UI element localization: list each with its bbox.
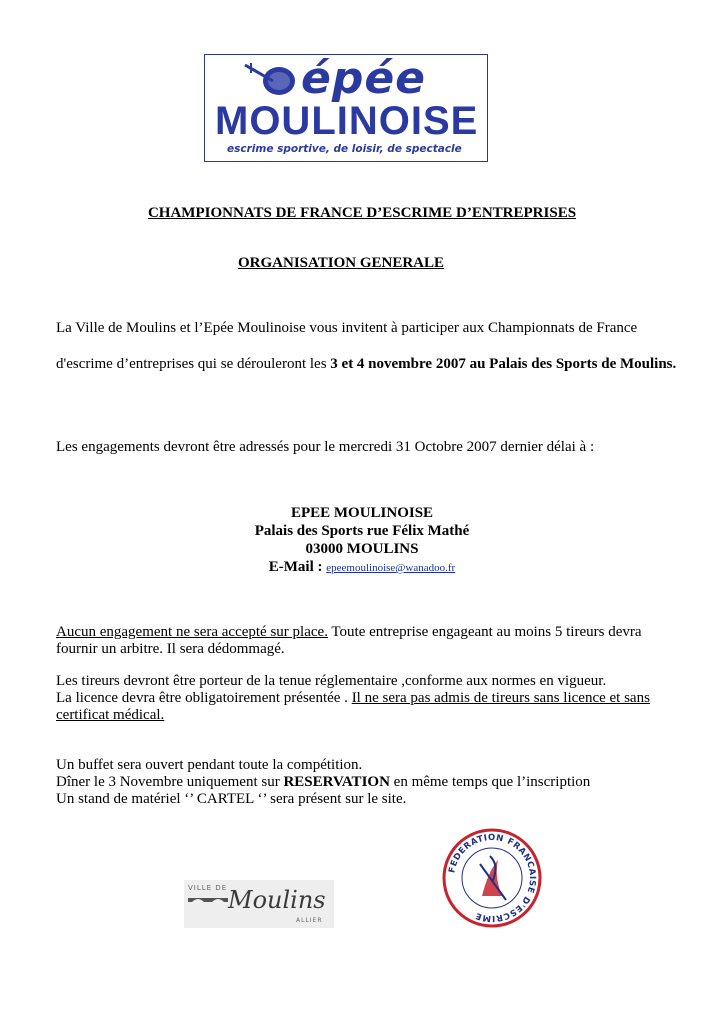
event-dates-location: 3 et 4 novembre 2007 au Palais des Sports de Moulins. (330, 356, 677, 372)
dinner-suffix: en même temps que l’inscription (389, 774, 591, 790)
ville-de-label: VILLE DE (188, 884, 228, 892)
extras-paragraph (56, 757, 676, 808)
buffet-line: Un buffet sera ouvert pendant toute la compétition. (56, 757, 363, 773)
intro-line-1: La Ville de Moulins et l’Epée Moulinoise vous invitent à participer aux Championnats de France (56, 320, 638, 336)
no-onsite-registration: Aucun engagement ne sera accepté sur place. (56, 624, 328, 640)
logo-brand-main: MOULINOISE (215, 99, 479, 143)
equipment-line-1: Les tireurs devront être porteur de la tenue réglementaire ,conforme aux normes en vigueur. (56, 673, 607, 689)
dinner-text: Dîner le 3 Novembre uniquement sur (56, 774, 284, 790)
ffe-logo (440, 826, 544, 930)
email-link[interactable]: epeemoulinoise@wanadoo.fr (326, 562, 456, 574)
address-name: EPEE MOULINOISE (290, 505, 434, 521)
licence-text: La licence devra être obligatoirement présentée . (56, 690, 352, 706)
licence-requirement: Il ne sera pas admis de tireurs sans licence et sans certificat médical. (56, 690, 650, 723)
ville-de-moulins-logo (184, 880, 334, 928)
ville-moulins-name: Moulins (228, 886, 326, 914)
stand-line: Un stand de matériel ‘’ CARTEL ‘’ sera présent sur le site. (56, 791, 407, 807)
page-title: CHAMPIONNATS DE FRANCE D’ESCRIME D’ENTREPRISES (147, 205, 577, 221)
ffe-emblem-icon (440, 826, 544, 930)
intro-line-2 (56, 356, 676, 373)
registration-deadline: Les engagements devront être adressés pour le mercredi 31 Octobre 2007 dernier délai à : (56, 439, 595, 455)
address-city: 03000 MOULINS (305, 541, 419, 557)
epee-moulinoise-logo (204, 54, 488, 162)
ffe-text: FEDERATION FRANCAISE D'ESCRIME (447, 832, 538, 924)
intro-line-2-text: d'escrime d’entreprises qui se dérouleront les (56, 356, 331, 372)
ville-region: ALLIER (296, 917, 323, 924)
reservation-word: RESERVATION (283, 774, 390, 790)
rules-text: Toute entreprise engageant au moins 5 tireurs devra fournir un arbitre. Il sera dédommagé. (56, 624, 642, 657)
equipment-paragraph (56, 673, 676, 724)
dinner-line (56, 774, 676, 791)
address-street: Palais des Sports rue Félix Mathé (254, 523, 470, 539)
logo-brand-top: épée (301, 53, 427, 104)
address-block (0, 504, 724, 577)
logo-tagline: escrime sportive, de loisir, de spectacle (227, 143, 462, 155)
page-subtitle: ORGANISATION GENERALE (238, 255, 445, 271)
rules-paragraph (56, 624, 676, 658)
address-email-row (0, 558, 724, 577)
bridge-icon (188, 894, 228, 908)
email-label: E-Mail : (268, 559, 327, 575)
equipment-line-2 (56, 690, 676, 724)
